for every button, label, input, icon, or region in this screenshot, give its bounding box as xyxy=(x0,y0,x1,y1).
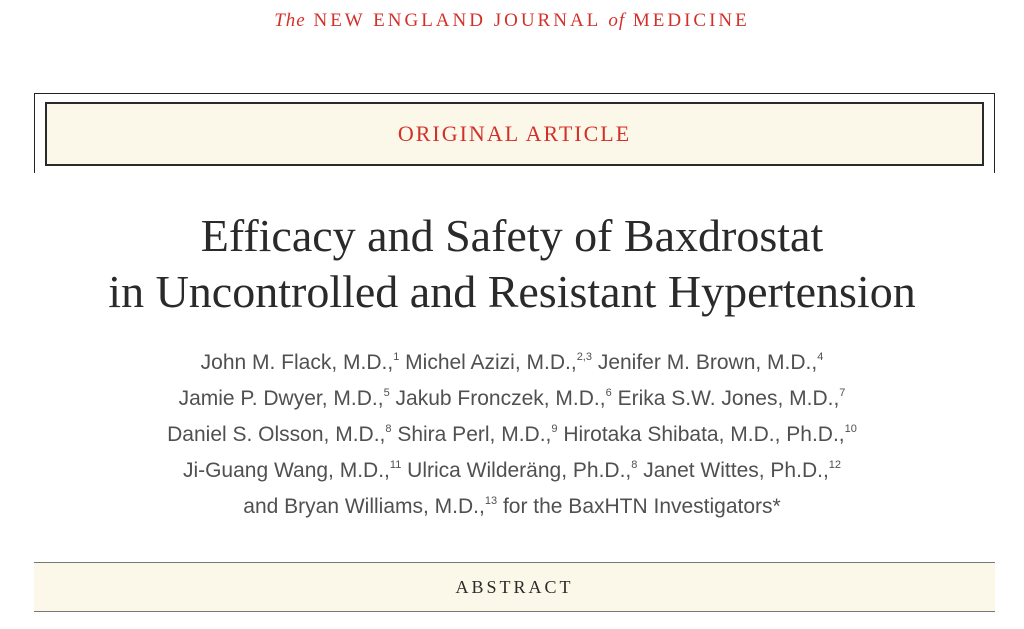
author-line xyxy=(0,345,1024,381)
author-name: Jenifer M. Brown, M.D., xyxy=(597,351,818,374)
author-list xyxy=(0,345,1024,525)
article-type-label: ORIGINAL ARTICLE xyxy=(397,121,632,146)
author-affiliation-number: 8 xyxy=(631,459,638,471)
author-name: Hirotaka Shibata, M.D., Ph.D., xyxy=(563,423,845,446)
author-name: Erika S.W. Jones, M.D., xyxy=(617,387,840,410)
abstract-label: ABSTRACT xyxy=(455,576,574,597)
author-name: Ulrica Wilderäng, Ph.D., xyxy=(407,459,632,482)
author-name: Daniel S. Olsson, M.D., xyxy=(167,423,386,446)
author-affiliation-number: 7 xyxy=(839,387,846,399)
article-title xyxy=(0,208,1024,320)
author-affiliation-number: 5 xyxy=(383,387,390,399)
author-line xyxy=(0,453,1024,489)
author-affiliation-number: 4 xyxy=(817,351,824,363)
author-affiliation-number: 1 xyxy=(393,351,400,363)
author-name: Janet Wittes, Ph.D., xyxy=(643,459,829,482)
author-affiliation-number: 11 xyxy=(389,459,402,471)
author-affiliation-number: 9 xyxy=(551,423,558,435)
author-affiliation-number: 6 xyxy=(605,387,612,399)
author-name: for the BaxHTN Investigators* xyxy=(502,495,781,518)
author-affiliation-number: 8 xyxy=(385,423,392,435)
masthead-journal-name: NEW ENGLAND JOURNAL xyxy=(313,10,601,31)
author-name: Michel Azizi, M.D., xyxy=(405,351,577,374)
article-type-box xyxy=(45,102,984,166)
journal-masthead xyxy=(0,8,1024,34)
article-title-line-2: in Uncontrolled and Resistant Hypertension xyxy=(108,266,916,317)
article-title-line-1: Efficacy and Safety of Baxdrostat xyxy=(200,210,824,261)
author-name: Jakub Fronczek, M.D., xyxy=(395,387,606,410)
author-line xyxy=(0,417,1024,453)
masthead-of: of xyxy=(608,10,626,31)
author-affiliation-number: 12 xyxy=(828,459,842,471)
author-line xyxy=(0,381,1024,417)
author-affiliation-number: 13 xyxy=(484,495,498,507)
masthead-the: The xyxy=(274,10,306,31)
author-name: and Bryan Williams, M.D., xyxy=(243,495,485,518)
author-name: John M. Flack, M.D., xyxy=(200,351,394,374)
author-name: Ji-Guang Wang, M.D., xyxy=(182,459,390,482)
author-affiliation-number: 10 xyxy=(844,423,857,435)
author-name: Shira Perl, M.D., xyxy=(397,423,552,446)
author-name: Jamie P. Dwyer, M.D., xyxy=(178,387,384,410)
author-line xyxy=(0,489,1024,525)
author-affiliation-number: 2,3 xyxy=(576,351,592,363)
masthead-medicine: MEDICINE xyxy=(632,10,750,31)
abstract-section-header xyxy=(34,562,995,612)
